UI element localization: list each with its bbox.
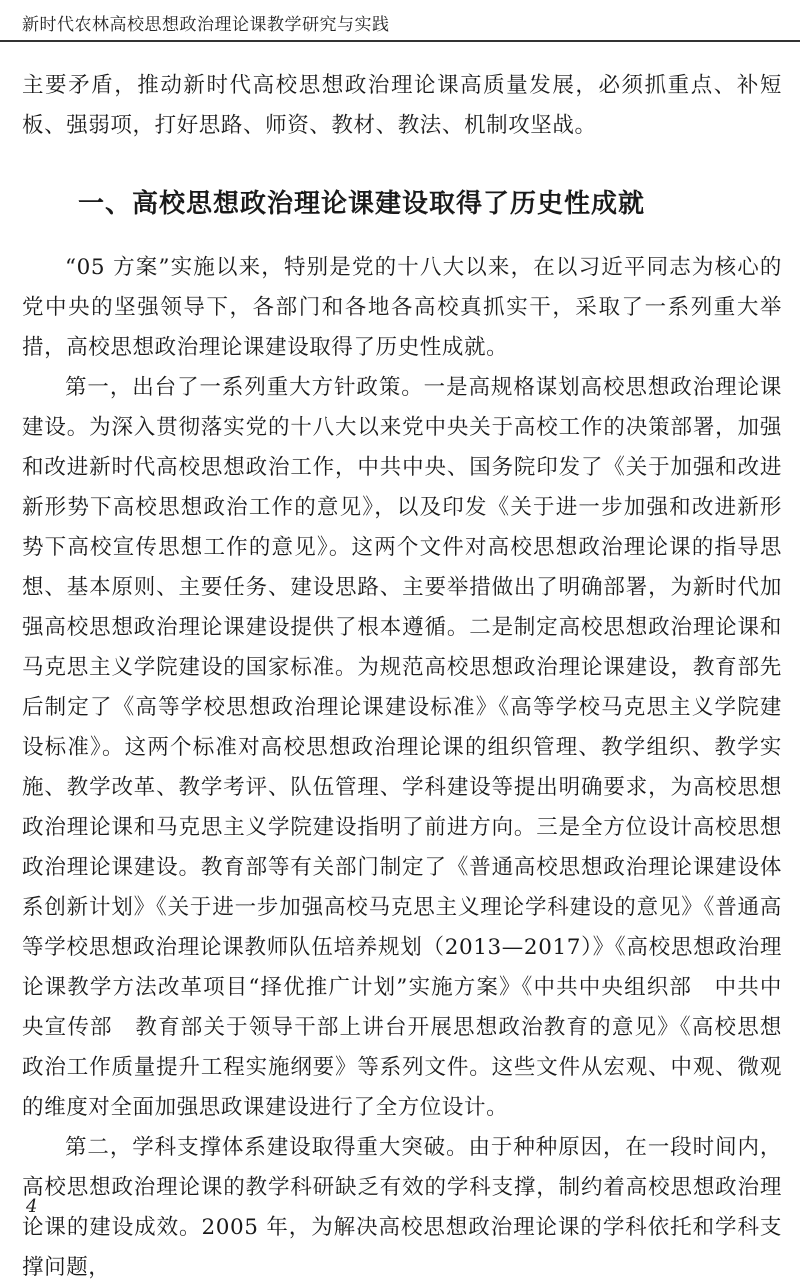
body-paragraph-1: “05 方案”实施以来，特别是党的十八大以来，在以习近平同志为核心的党中央的坚强领导下，各部门和各地各高校真抓实干，采取了一系列重大举措，高校思想政治理论课建设取得了历史性成就。 (22, 255, 782, 360)
page-number: 4 (26, 1196, 38, 1217)
body-paragraph-3: 第二，学科支撑体系建设取得重大突破。由于种种原因，在一段时间内，高校思想政治理论课的教学科研缺乏有效的学科支撑，制约着高校思想政治理论课的建设成效。2005 年，为解决高校思想政治理论课的学科依托和学科支撑问题， (22, 1135, 782, 1280)
page-body (22, 66, 782, 1288)
section-heading: 一、高校思想政治理论课建设取得了历史性成就 (78, 189, 646, 219)
header-divider (0, 40, 800, 42)
running-header-title: 新时代农林高校思想政治理论课教学研究与实践 (22, 15, 390, 35)
body-paragraph-2: 第一，出台了一系列重大方针政策。一是高规格谋划高校思想政治理论课建设。为深入贯彻落实党的十八大以来党中央关于高校工作的决策部署，加强和改进新时代高校思想政治工作，中共中央、国务院印发了《关于加强和改进新形势下高校思想政治工作的意见》，以及印发《关于进一步加强和改进新形势下高校宣传思想工作的意见》。这两个文件对高校思想政治理论课的指导思想、基本原则、主要任务、建设思路、主要举措做出了明确部署，为新时代加强高校思想政治理论课建设提供了根本遵循。二是制定高校思想政治理论课和马克思主义学院建设的国家标准。为规范高校思想政治理论课建设，教育部先后制定了《高等学校思想政治理论课建设标准》《高等学校马克思主义学院建设标准》。这两个标准对高校思想政治理论课的组织管理、教学组织、教学实施、教学改革、教学考评、队伍管理、学科建设等提出明确要求，为高校思想政治理论课和马克思主义学院建设指明了前进方向。三是全方位设计高校思想政治理论课建设。教育部等有关部门制定了《普通高校思想政治理论课建设体系创新计划》《关于进一步加强高校马克思主义理论学科建设的意见》《普通高等学校思想政治理论课教师队伍培养规划（2013—2017）》《高校思想政治理论课教学方法改革项目“择优推广计划”实施方案》《中共中央组织部 中共中央宣传部 教育部关于领导干部上讲台开展思想政治教育的意见》《高校思想政治工作质量提升工程实施纲要》等系列文件。这些文件从宏观、中观、微观的维度对全面加强思政课建设进行了全方位设计。 (22, 375, 782, 1120)
intro-paragraph: 主要矛盾，推动新时代高校思想政治理论课高质量发展，必须抓重点、补短板、强弱项，打好思路、师资、教材、教法、机制攻坚战。 (22, 73, 782, 138)
